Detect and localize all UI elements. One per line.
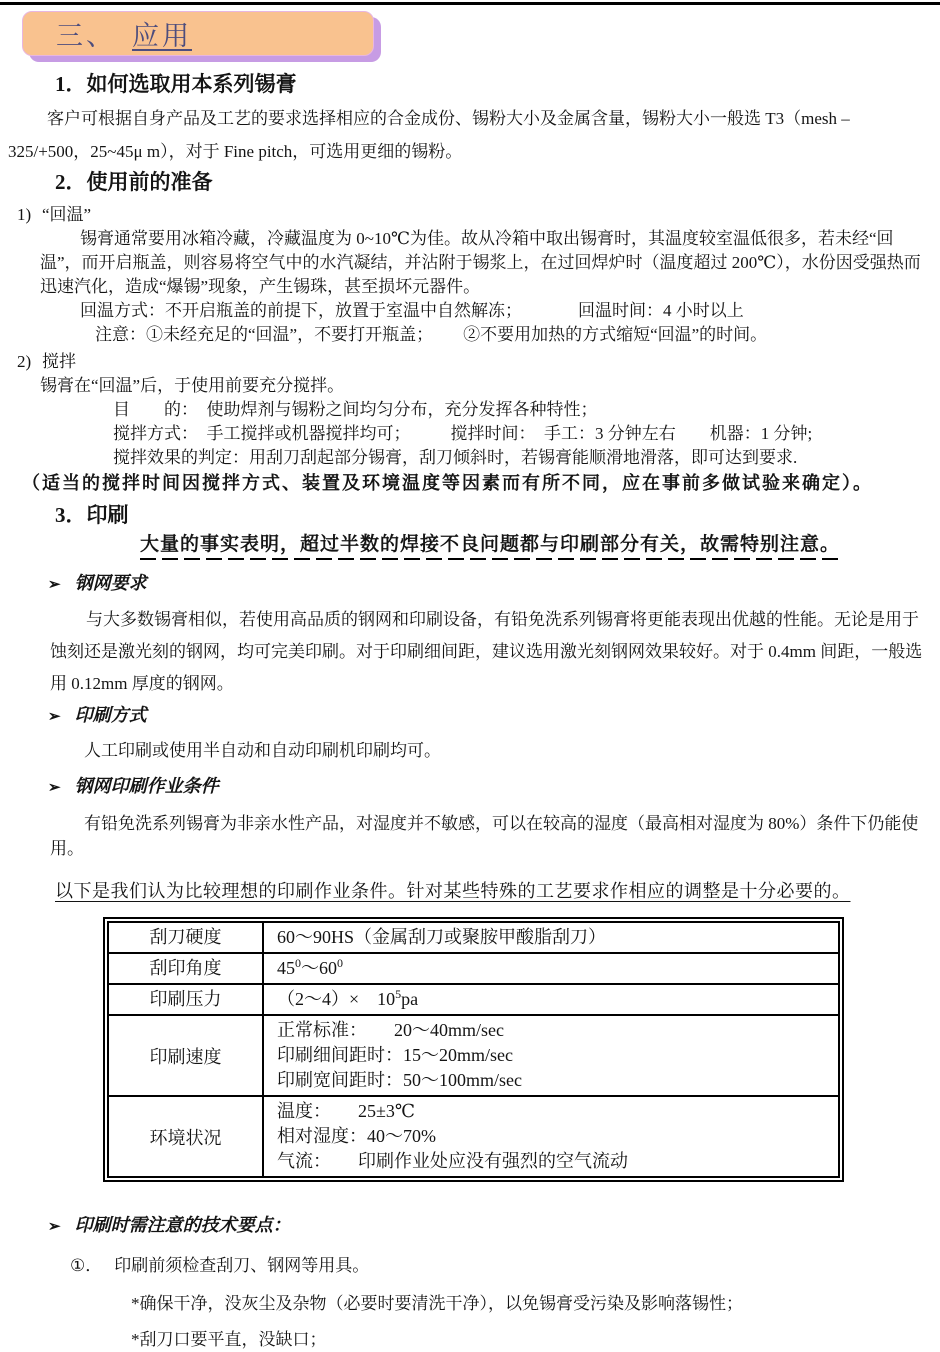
arrow-bullet-icon: ➢ — [48, 709, 61, 725]
banner-prefix: 三、 — [56, 21, 116, 51]
para-stencil-requirements: 与大多数锡膏相似，若使用高品质的钢网和印刷设备，有铅免洗系列锡膏将更能表现出优越的性能。无论是用于蚀刻还是激光刻的钢网，均可完美印刷。对于印刷细间距，建议选用激光刻钢网效果较好。对于 0.4mm 间距，一般选用 0.12mm 厚度的钢网。 — [50, 610, 923, 693]
heading-printing: 3．印刷 — [55, 503, 129, 527]
table-row — [108, 1015, 839, 1096]
heading-select-paste: 1．如何选取用本系列锡膏 — [55, 72, 297, 96]
bullet-stencil-work-conditions — [48, 775, 940, 799]
top-rule-divider — [0, 2, 940, 5]
row-label: 印刷压力 — [108, 984, 263, 1015]
line-stir-purpose: 目 的： 使助焊剂与锡粉之间均匀分布，充分发挥各种特性； — [113, 400, 598, 419]
heading-preparation: 2．使用前的准备 — [55, 170, 213, 194]
tech-sub-2: *刮刀口要平直，没缺口； — [131, 1330, 327, 1349]
env-line-humidity: 相对湿度：40～70% — [277, 1126, 436, 1146]
para-select-paste: 客户可根据自身产品及工艺的要求选择相应的合金成份、锡粉大小及金属含量，锡粉大小一般选 T3（mesh –325/+500，25~45μ m），对于 Fine pitch，可选用更细的锡粉。 — [8, 109, 850, 161]
row-value — [263, 1015, 839, 1096]
bullet-printing-tech-points — [48, 1214, 940, 1238]
pressure-base: （2～4）× 10 — [277, 989, 396, 1009]
speed-line-fine: 印刷细间距时：15～20mm/sec — [277, 1045, 513, 1065]
list-item-title: 搅拌 — [42, 352, 76, 371]
stir-method-text: 搅拌方式： 手工搅拌或机器搅拌均可； — [113, 424, 411, 443]
row-label: 刮刀硬度 — [108, 922, 263, 953]
table-row — [108, 984, 839, 1015]
row-label: 环境状况 — [108, 1096, 263, 1177]
table-row — [108, 922, 839, 953]
line-stir-intro: 锡膏在“回温”后，于使用前要充分搅拌。 — [40, 376, 345, 395]
section-banner — [22, 11, 374, 56]
bullet-title: 印刷方式 — [74, 705, 147, 725]
table-intro-underlined: 以下是我们认为比较理想的印刷作业条件。针对某些特殊的工艺要求作相应的调整是十分必要的。 — [55, 881, 851, 901]
angle-sup-1: 0 — [295, 956, 301, 970]
env-line-temperature: 温度： 25±3℃ — [277, 1101, 416, 1121]
line-stir-method — [113, 422, 940, 446]
arrow-bullet-icon: ➢ — [48, 780, 61, 796]
speed-line-normal: 正常标准： 20～40mm/sec — [277, 1020, 504, 1040]
row-value: 60～90HS（金属刮刀或聚胺甲酸脂刮刀） — [263, 922, 839, 953]
printing-conditions-table — [103, 917, 844, 1182]
speed-line-wide: 印刷宽间距时：50～100mm/sec — [277, 1070, 522, 1090]
line-rewarm-notes — [95, 323, 940, 347]
bullet-stencil-requirements — [48, 572, 940, 596]
table-row — [108, 953, 839, 984]
bullet-printing-method — [48, 704, 940, 728]
document-page — [0, 2, 940, 1349]
angle-base-2: ～60 — [301, 958, 337, 978]
para-printing-method: 人工印刷或使用半自动和自动印刷机印刷均可。 — [84, 741, 441, 760]
list-item-title: “回温” — [42, 205, 92, 224]
row-label: 刮印角度 — [108, 953, 263, 984]
list-number: 2) — [17, 352, 32, 371]
rewarm-note-1: 注意：①未经充足的“回温”，不要打开瓶盖； — [95, 325, 434, 344]
rewarm-method-text: 回温方式：不开启瓶盖的前提下，放置于室温中自然解冻； — [80, 301, 522, 320]
env-line-airflow: 气流： 印刷作业处应没有强烈的空气流动 — [277, 1151, 628, 1171]
stir-machine-text: 机器：1 分钟; — [709, 424, 813, 443]
bullet-title: 钢网印刷作业条件 — [74, 776, 219, 796]
tech-point-1-text: 印刷前须检查刮刀、钢网等用具。 — [114, 1256, 370, 1275]
row-value — [263, 984, 839, 1015]
stirring-bold-note: （适当的搅拌时间因搅拌方式、装置及环境温度等因素而有所不同，应在事前多做试验来确定）。 — [22, 473, 873, 493]
rewarm-time-text: 回温时间：4 小时以上 — [578, 301, 744, 320]
line-stir-judgement: 搅拌效果的判定：用刮刀刮起部分锡膏，刮刀倾斜时，若锡膏能顺滑地滑落，即可达到要求. — [113, 448, 798, 467]
list-item-rewarming — [17, 203, 940, 227]
line-rewarm-method — [80, 299, 940, 323]
angle-sup-2: 0 — [337, 956, 343, 970]
banner-title: 应用 — [132, 21, 192, 51]
table-row — [108, 1096, 839, 1177]
tech-point-1 — [70, 1254, 940, 1278]
para-rewarming: 锡膏通常要用冰箱冷藏，冷藏温度为 0~10℃为佳。故从冷箱中取出锡膏时，其温度较室温低很多，若未经“回温”，而开启瓶盖，则容易将空气中的水汽凝结，并沾附于锡浆上，在过回焊炉时（温度超过 200℃），水份因受强热而迅速汽化，造成“爆锡”现象，产生锡珠，甚至损坏元器件。 — [40, 229, 921, 296]
bullet-title: 钢网要求 — [74, 573, 147, 593]
list-number: 1) — [17, 205, 32, 224]
row-value — [263, 1096, 839, 1177]
printing-highlight-note: 大量的事实表明，超过半数的焊接不良问题都与印刷部分有关，故需特别注意。 — [140, 535, 840, 560]
list-item-stirring — [17, 350, 940, 374]
arrow-bullet-icon: ➢ — [48, 1219, 61, 1235]
circled-number: ①． — [70, 1256, 103, 1275]
row-value — [263, 953, 839, 984]
pressure-unit: pa — [401, 989, 419, 1009]
row-label: 印刷速度 — [108, 1015, 263, 1096]
angle-base-1: 45 — [277, 958, 295, 978]
rewarm-note-2: ②不要用加热的方式缩短“回温”的时间。 — [463, 325, 768, 344]
para-stencil-work-conditions: 有铅免洗系列锡膏为非亲水性产品，对湿度并不敏感，可以在较高的湿度（最高相对湿度为 80%）条件下仍能使用。 — [50, 814, 919, 858]
pressure-sup: 5 — [395, 987, 402, 1001]
conditions-table — [107, 921, 840, 1178]
tech-sub-1: *确保干净，没灰尘及杂物（必要时要清洗干净），以免锡膏受污染及影响落锡性； — [131, 1294, 743, 1313]
arrow-bullet-icon: ➢ — [48, 577, 61, 593]
banner-text — [56, 14, 192, 53]
bullet-title: 印刷时需注意的技术要点： — [74, 1215, 291, 1235]
stir-time-text: 搅拌时间： 手工：3 分钟左右 — [450, 424, 676, 443]
